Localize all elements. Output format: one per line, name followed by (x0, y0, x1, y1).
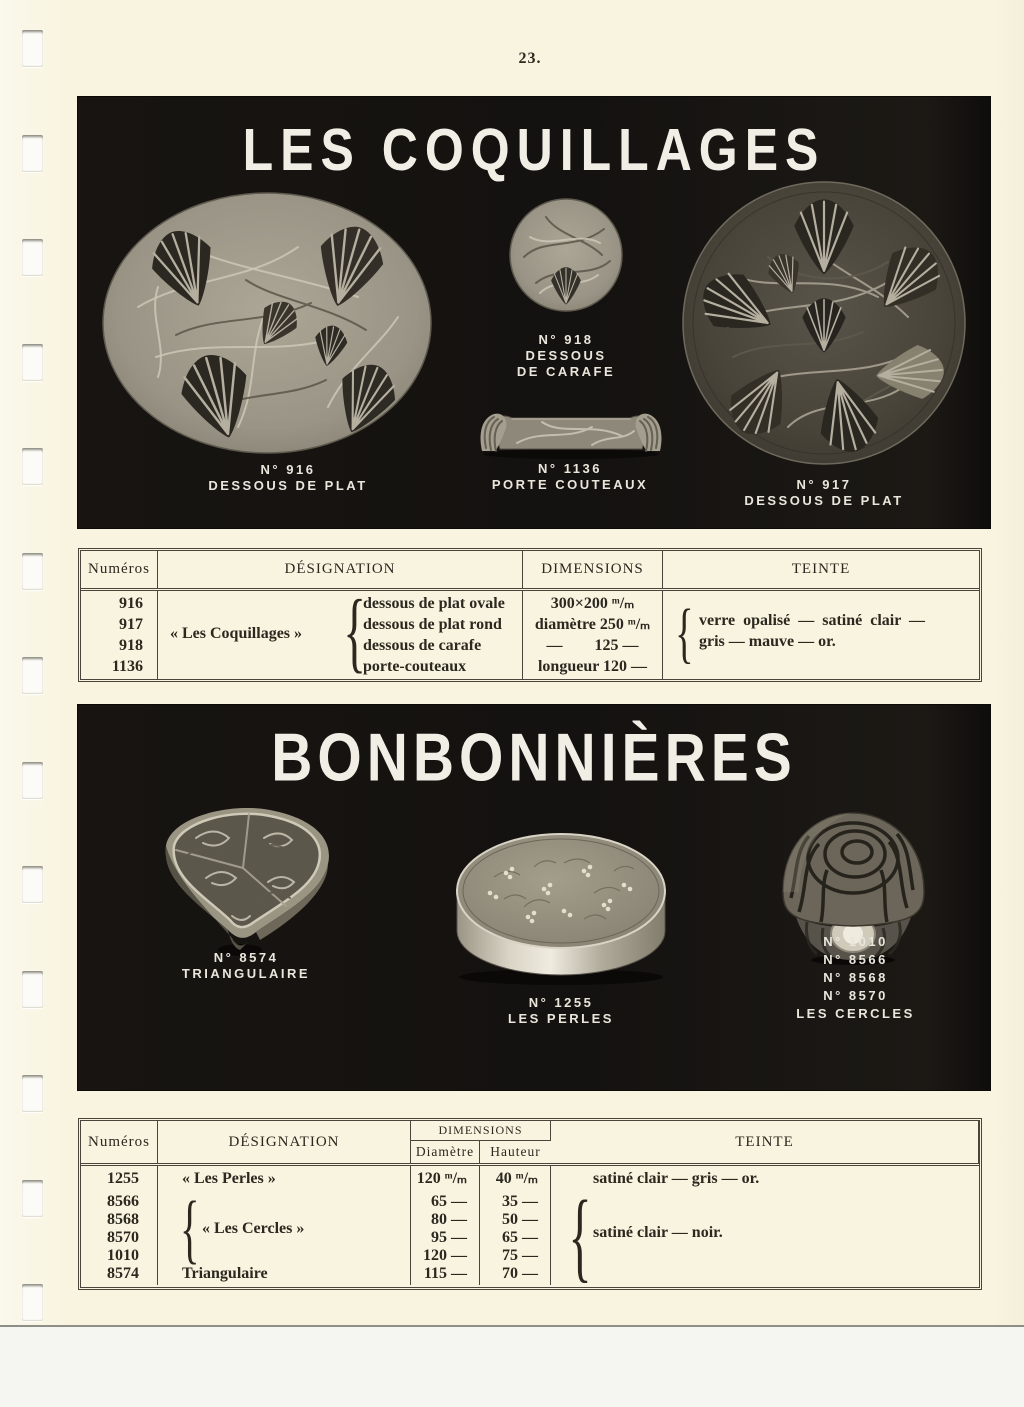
grouping-brace-cercles: { (179, 1185, 200, 1273)
table1-header-dimensions: DIMENSIONS (523, 551, 663, 588)
table1-col-dimensions: 300×200 ᵐ/ₘ diamètre 250 ᵐ/ₘ — 125 — longueur 120 — (523, 591, 663, 679)
table2-header-teinte: TEINTE (551, 1121, 979, 1163)
photo-917-round-tray (678, 177, 970, 469)
table1-header-teinte: TEINTE (791, 561, 851, 577)
table2-header-numeros: Numéros (81, 1121, 158, 1163)
binder-hole (22, 1075, 43, 1112)
table2-col-numeros: 1255 8566 8568 8570 1010 8574 (81, 1166, 158, 1285)
binder-hole (22, 239, 43, 276)
photo-8574-triangular-box (136, 790, 354, 960)
table2-col-hauteur: 40 ᵐ/ₘ 35 — 50 — 65 — 75 — 70 — (480, 1166, 551, 1285)
table2-header-hauteur: Hauteur (490, 1144, 541, 1159)
caption-8574: N° 8574 TRIANGULAIRE (181, 950, 311, 981)
table2-header (81, 1121, 979, 1166)
photo-918-carafe-coaster (506, 195, 626, 315)
caption-1255: N° 1255 LES PERLES (508, 995, 614, 1026)
caption-918: N° 918 DESSOUS DE CARAFE (516, 332, 616, 379)
photo-1136-knife-rest (472, 391, 670, 461)
table1-header-numeros: Numéros (81, 551, 158, 588)
page-number: 23. (518, 50, 542, 67)
grouping-brace-teinte2: { (568, 1179, 592, 1292)
grouping-brace-items: { (343, 580, 366, 682)
table2-col-teinte: { satiné clair — gris — or. satiné clair — noir. (568, 1170, 760, 1292)
table2-col-designation: « Les Perles » { « Les Cercles » Triangulaire (158, 1166, 411, 1285)
caption-917: N° 917 DESSOUS DE PLAT (744, 477, 904, 508)
binder-hole (22, 1180, 43, 1217)
panel-title-coquillages: LES COQUILLAGES (242, 116, 826, 184)
table2-header-dimensions: DIMENSIONS (411, 1121, 551, 1141)
table1-col-teinte: { verre opalisé — satiné clair — gris — mauve — or. (675, 595, 926, 670)
photo-916-oval-tray (96, 185, 438, 461)
caption-1136: N° 1136 PORTE COUTEAUX (491, 461, 649, 492)
catalog-table-coquillages (78, 548, 982, 682)
table1-header (81, 551, 979, 591)
binder-hole (22, 344, 43, 381)
table2-header-designation: DÉSIGNATION (158, 1121, 411, 1163)
catalog-table-bonbonnieres (78, 1118, 982, 1290)
binder-hole (22, 135, 43, 172)
table2-body (81, 1166, 979, 1292)
binder-hole (22, 448, 43, 485)
binder-hole (22, 30, 43, 67)
binder-hole (22, 1284, 43, 1321)
panel-bonbonnieres (78, 705, 990, 1090)
table1-body (81, 580, 979, 682)
scan-bottom-strip (0, 1325, 1024, 1407)
panel-title-bonbonnieres: BONBONNIÈRES (271, 720, 797, 796)
binder-hole (22, 762, 43, 799)
table1-col-designation: « Les Coquillages » { dessous de plat ovale dessous de plat rond dessous de carafe porte-couteaux (158, 591, 523, 679)
grouping-brace-teinte: { (675, 595, 694, 670)
table1-header-designation: DÉSIGNATION (158, 551, 523, 588)
table2-col-diametre: 120 ᵐ/ₘ 65 — 80 — 95 — 120 — 115 — (411, 1166, 480, 1285)
table1-col-numeros: 916 917 918 1136 (81, 591, 158, 679)
table2-header-diametre: Diamètre (411, 1141, 480, 1163)
binder-hole (22, 971, 43, 1008)
series-name: « Les Coquillages » (170, 625, 303, 642)
binder-hole (22, 553, 43, 590)
caption-916: N° 916 DESSOUS DE PLAT (208, 462, 368, 493)
caption-cercles: N° 1010 N° 8566 N° 8568 N° 8570 LES CERCLES (796, 934, 915, 1021)
binder-hole (22, 866, 43, 903)
panel-les-coquillages (78, 97, 990, 528)
photo-1255-round-box (444, 827, 678, 991)
binder-hole (22, 657, 43, 694)
